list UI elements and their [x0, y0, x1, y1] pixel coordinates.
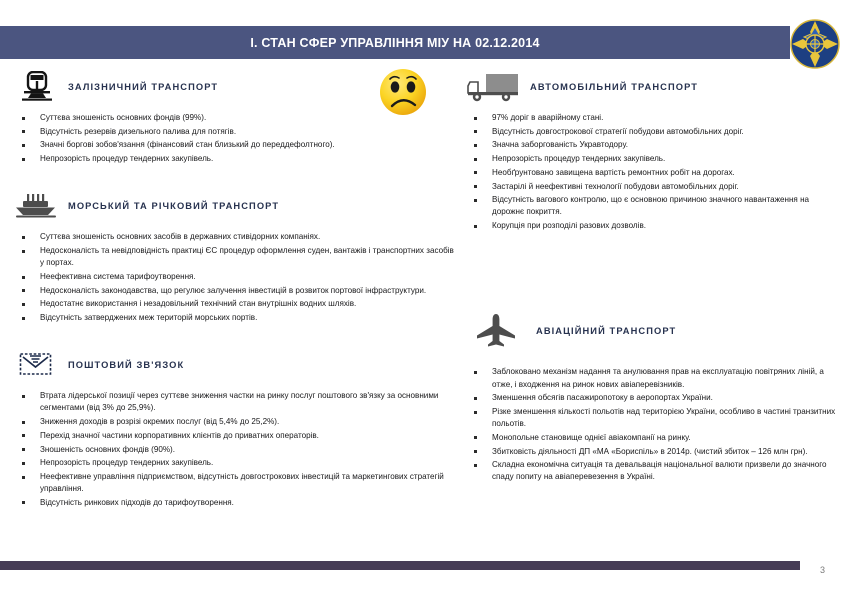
section-title-maritime: МОРСЬКИЙ ТА РІЧКОВИЙ ТРАНСПОРТ: [68, 201, 280, 212]
list-item: Відсутність ринкових підходів до тарифоутворення.: [14, 497, 454, 509]
page-number: 3: [819, 565, 825, 575]
bullet-list-maritime: [14, 231, 454, 324]
section-title-postal: ПОШТОВИЙ ЗВ'ЯЗОК: [68, 360, 185, 371]
list-item: Відсутність довгострокової стратегії побудови автомобільних доріг.: [466, 126, 838, 138]
ship-icon: [14, 189, 60, 223]
list-item: Збитковість діяльності ДП «МА «Бориспіль» в 2014р. (чистий збиток – 126 млн грн).: [466, 446, 838, 458]
section-title-automobile: АВТОМОБІЛЬНИЙ ТРАНСПОРТ: [530, 82, 699, 92]
section-header-aviation: [466, 312, 838, 350]
envelope-icon: [14, 348, 60, 382]
left-column: [14, 68, 454, 513]
list-item: Недостатнє використання і незадовільний технічний стан внутрішніх водних шляхів.: [14, 298, 454, 310]
list-item: Відсутність затверджених меж територій морських портів.: [14, 312, 454, 324]
list-item: Зниження доходів в розрізі окремих послуг (від 5,4% до 25,2%).: [14, 416, 454, 428]
section-header-postal: [14, 346, 454, 384]
footer-bar: [0, 561, 800, 570]
section-postal: [14, 346, 454, 509]
list-item: Непрозорість процедур тендерних закупівель.: [14, 153, 454, 165]
slide-header-bar: [0, 26, 790, 59]
list-item: Відсутність вагового контролю, що є основною причиною значного навантаження на дорожнє покриття.: [466, 194, 838, 218]
list-item: Монопольне становище однієї авіакомпанії на ринку.: [466, 432, 838, 444]
section-header-automobile: [466, 68, 838, 106]
section-header-maritime: [14, 187, 454, 225]
list-item: Неефективна система тарифоутворення.: [14, 271, 454, 283]
list-item: Недосконалість законодавства, що регулює залучення інвестицій в розвиток портової інфраструктури.: [14, 285, 454, 297]
list-item: 97% доріг в аварійному стані.: [466, 112, 838, 124]
section-title-aviation: АВІАЦІЙНИЙ ТРАНСПОРТ: [536, 326, 677, 337]
section-maritime: [14, 187, 454, 324]
section-automobile: [466, 68, 838, 232]
section-aviation: [466, 312, 838, 483]
list-item: Заблоковано механізм надання та анулювання прав на експлуатацію повітряних ліній, а отже, і входження на ринок нових авіаперевізників.: [466, 366, 838, 390]
list-item: Суттєва зношеність основних фондів (99%).: [14, 112, 454, 124]
train-icon: [14, 70, 60, 104]
list-item: Відсутність резервів дизельного палива для потягів.: [14, 126, 454, 138]
list-item: Значна заборгованість Укравтодору.: [466, 139, 838, 151]
list-item: Втрата лідерської позиції через суттєве зниження частки на ринку послуг поштового зв'язку за основними сегментами (від 3% до 25,9%).: [14, 390, 454, 414]
bullet-list-aviation: [466, 366, 838, 483]
section-railway: [14, 68, 454, 165]
page-title: I. СТАН СФЕР УПРАВЛІННЯ МІУ НА 02.12.2014: [250, 35, 540, 50]
list-item: Непрозорість процедур тендерних закупівель.: [14, 457, 454, 469]
ministry-emblem: [789, 18, 841, 70]
bullet-list-automobile: [466, 112, 838, 232]
list-item: Необґрунтовано завищена вартість ремонтних робіт на дорогах.: [466, 167, 838, 179]
section-header-railway: [14, 68, 454, 106]
truck-icon: [466, 70, 522, 104]
list-item: Складна економічна ситуація та девальвація національної валюти призвели до значного спаду попиту на авіаперевезення в Україні.: [466, 459, 838, 483]
right-column: [466, 68, 838, 488]
list-item: Недосконалість та невідповідність практиці ЄС процедур оформлення суден, вантажів і транспортних засобів у портах.: [14, 245, 454, 269]
section-title-railway: ЗАЛІЗНИЧНИЙ ТРАНСПОРТ: [68, 82, 219, 92]
airplane-icon: [466, 314, 528, 348]
list-item: Застарілі й неефективні технології побудови автомобільних доріг.: [466, 181, 838, 193]
list-item: Корупція при розподілі разових дозволів.: [466, 220, 838, 232]
list-item: Непрозорість процедур тендерних закупівель.: [466, 153, 838, 165]
bullet-list-postal: [14, 390, 454, 509]
list-item: Значні боргові зобов'язання (фінансовий стан близький до переддефолтного).: [14, 139, 454, 151]
bullet-list-railway: [14, 112, 454, 165]
list-item: Неефективне управління підприємством, відсутність довгострокових інвестицій та маркетингових стратегій управління.: [14, 471, 454, 495]
list-item: Зменшення обсягів пасажиропотоку в аеропортах України.: [466, 392, 838, 404]
list-item: Суттєва зношеність основних засобів в державних стивідорних компаніях.: [14, 231, 454, 243]
list-item: Зношеність основних фондів (90%).: [14, 444, 454, 456]
list-item: Перехід значної частини корпоративних клієнтів до приватних операторів.: [14, 430, 454, 442]
list-item: Різке зменшення кількості польотів над територією України, особливо в частині транзитних польотів.: [466, 406, 838, 430]
